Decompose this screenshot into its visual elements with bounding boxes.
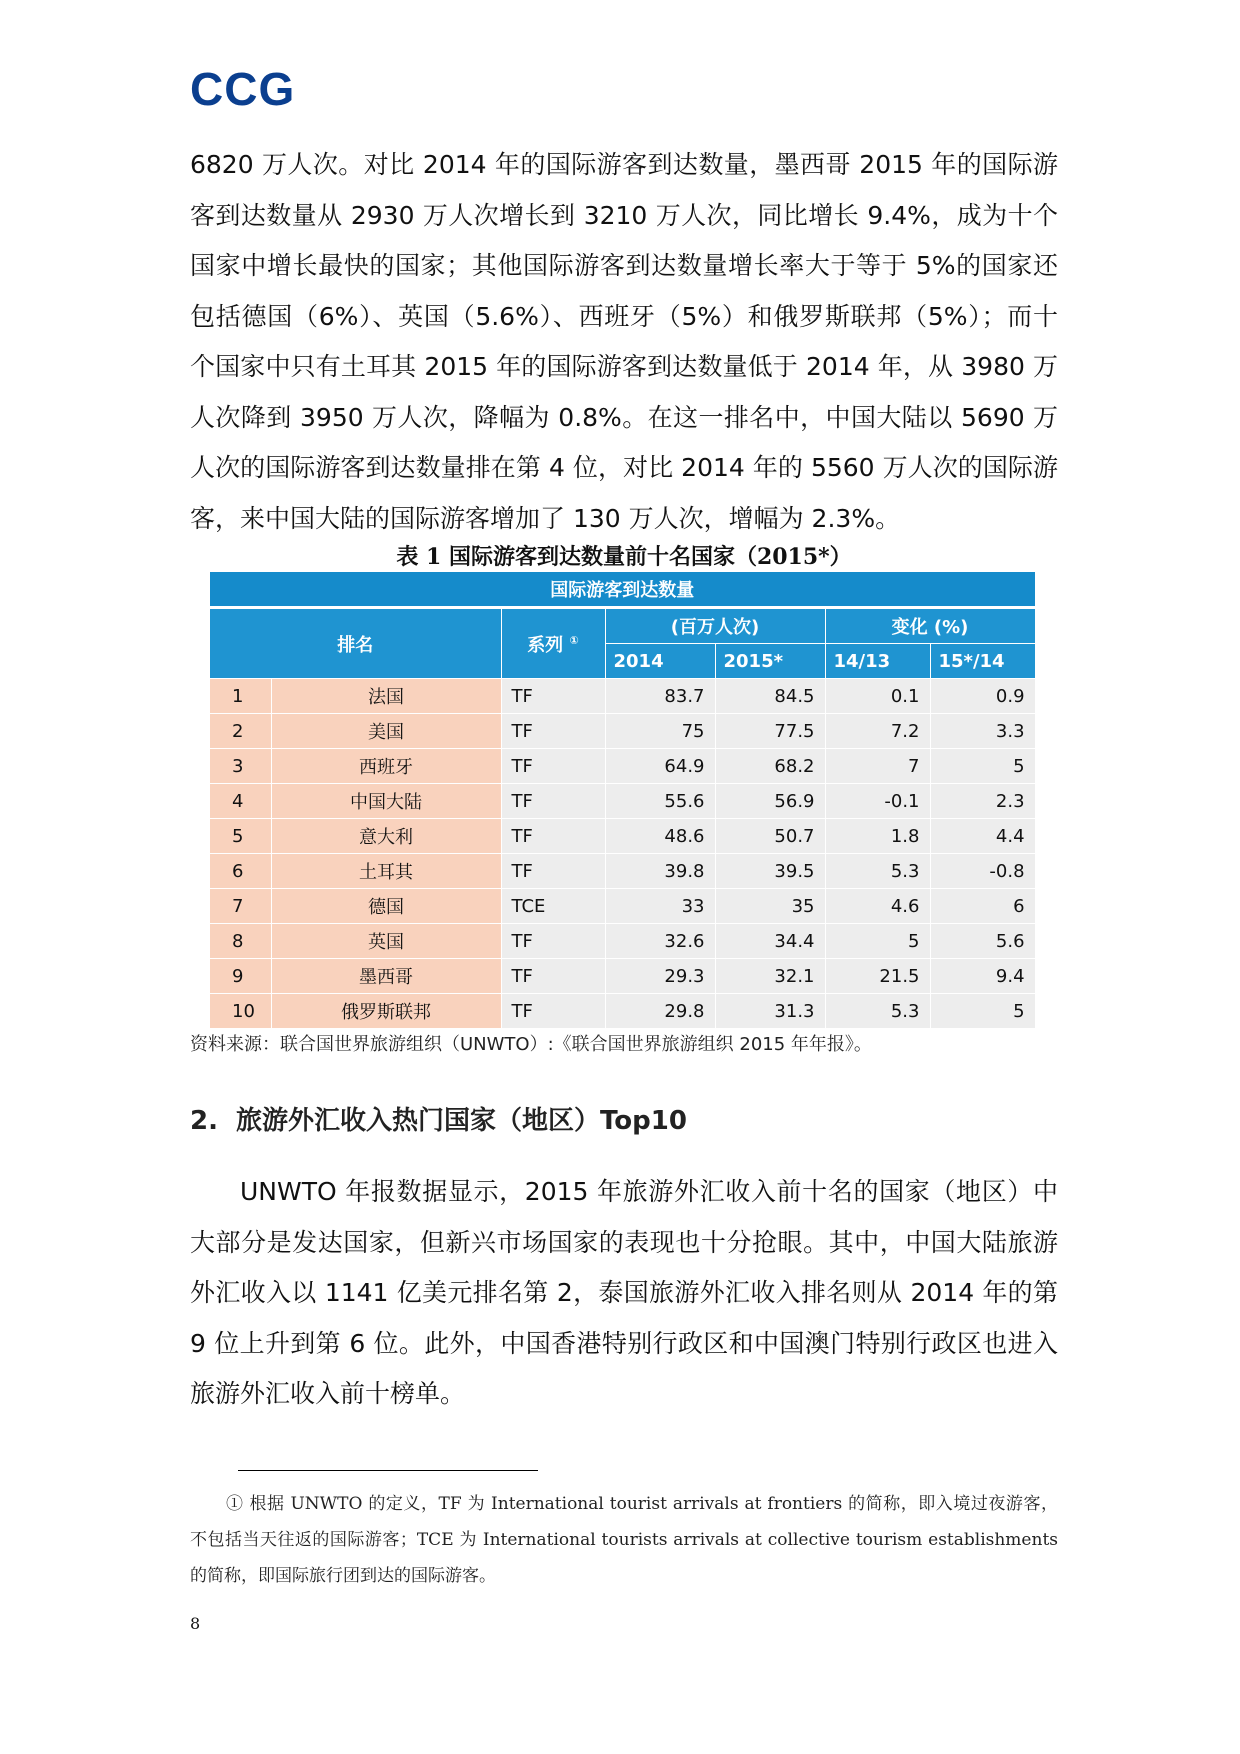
country-cell: 法国 <box>271 679 501 714</box>
change-14-13-cell: 1.8 <box>825 819 930 854</box>
change-15-14-cell: 5 <box>930 749 1035 784</box>
change-14-13-cell: 7 <box>825 749 930 784</box>
country-cell: 英国 <box>271 924 501 959</box>
change-15-14-cell: 2.3 <box>930 784 1035 819</box>
body-paragraph-2: UNWTO 年报数据显示，2015 年旅游外汇收入前十名的国家（地区）中大部分是发达国家，但新兴市场国家的表现也十分抢眼。其中，中国大陆旅游外汇收入以 1141 亿美元排名第 2，泰国旅游外汇收入排名则从 2014 年的第 9 位上升到第 6 位。此外，中国香港特别行政区和中国澳门特别行政区也进入旅游外汇收入前十榜单。 <box>190 1177 1058 1408</box>
country-cell: 俄罗斯联邦 <box>271 994 501 1029</box>
rank-cell: 5 <box>210 819 271 854</box>
rank-cell: 9 <box>210 959 271 994</box>
table-row <box>210 679 1035 714</box>
series-cell: TF <box>501 959 605 994</box>
change-15-14-cell: 4.4 <box>930 819 1035 854</box>
table-row <box>210 959 1035 994</box>
change-14-13-cell: -0.1 <box>825 784 930 819</box>
value-2014-cell: 29.3 <box>605 959 715 994</box>
rank-cell: 4 <box>210 784 271 819</box>
change-14-13-cell: 5.3 <box>825 994 930 1029</box>
rank-cell: 2 <box>210 714 271 749</box>
value-2015-cell: 56.9 <box>715 784 825 819</box>
table-row <box>210 749 1035 784</box>
rank-cell: 6 <box>210 854 271 889</box>
change-14-13-cell: 21.5 <box>825 959 930 994</box>
header-15-14: 15*/14 <box>930 644 1035 679</box>
country-cell: 中国大陆 <box>271 784 501 819</box>
section-title: 旅游外汇收入热门国家（地区）Top10 <box>235 1106 687 1136</box>
value-2014-cell: 32.6 <box>605 924 715 959</box>
change-14-13-cell: 0.1 <box>825 679 930 714</box>
table-band-title: 国际游客到达数量 <box>210 572 1035 608</box>
value-2015-cell: 68.2 <box>715 749 825 784</box>
change-14-13-cell: 5 <box>825 924 930 959</box>
change-14-13-cell: 4.6 <box>825 889 930 924</box>
table-caption: 表 1 国际游客到达数量前十名国家（2015*） <box>396 544 852 570</box>
section-number: 2. <box>190 1106 218 1136</box>
table-row <box>210 889 1035 924</box>
table-source: 资料来源：联合国世界旅游组织（UNWTO）:《联合国世界旅游组织 2015 年年报》。 <box>190 1034 872 1055</box>
value-2015-cell: 77.5 <box>715 714 825 749</box>
table-row <box>210 784 1035 819</box>
table-row <box>210 924 1035 959</box>
header-rank: 排名 <box>210 608 501 679</box>
header-2014: 2014 <box>605 644 715 679</box>
table-row <box>210 994 1035 1029</box>
footnote-marker: ① <box>569 633 579 647</box>
change-14-13-cell: 7.2 <box>825 714 930 749</box>
change-15-14-cell: 9.4 <box>930 959 1035 994</box>
change-14-13-cell: 5.3 <box>825 854 930 889</box>
series-cell: TF <box>501 784 605 819</box>
country-cell: 意大利 <box>271 819 501 854</box>
rank-cell: 10 <box>210 994 271 1029</box>
page-number: 8 <box>190 1614 201 1633</box>
value-2014-cell: 39.8 <box>605 854 715 889</box>
table-row <box>210 819 1035 854</box>
value-2015-cell: 35 <box>715 889 825 924</box>
country-cell: 德国 <box>271 889 501 924</box>
value-2014-cell: 33 <box>605 889 715 924</box>
change-15-14-cell: 0.9 <box>930 679 1035 714</box>
header-series: 系列 ① <box>501 608 605 679</box>
series-cell: TF <box>501 924 605 959</box>
value-2015-cell: 39.5 <box>715 854 825 889</box>
header-count-group: (百万人次) <box>605 608 825 644</box>
header-2015: 2015* <box>715 644 825 679</box>
value-2014-cell: 83.7 <box>605 679 715 714</box>
series-cell: TF <box>501 749 605 784</box>
footnote-divider <box>238 1470 538 1471</box>
country-cell: 土耳其 <box>271 854 501 889</box>
change-15-14-cell: 6 <box>930 889 1035 924</box>
series-cell: TF <box>501 819 605 854</box>
rank-cell: 1 <box>210 679 271 714</box>
change-15-14-cell: -0.8 <box>930 854 1035 889</box>
section-heading <box>190 1100 687 1137</box>
value-2014-cell: 64.9 <box>605 749 715 784</box>
rank-cell: 7 <box>210 889 271 924</box>
table-row <box>210 714 1035 749</box>
series-cell: TF <box>501 714 605 749</box>
change-15-14-cell: 5.6 <box>930 924 1035 959</box>
country-cell: 美国 <box>271 714 501 749</box>
value-2014-cell: 29.8 <box>605 994 715 1029</box>
table-row <box>210 854 1035 889</box>
body-paragraph-1: 6820 万人次。对比 2014 年的国际游客到达数量，墨西哥 2015 年的国际游客到达数量从 2930 万人次增长到 3210 万人次，同比增长 9.4%，成为十个国家中增长最快的国家；其他国际游客到达数量增长率大于等于 5%的国家还包括德国（6%）、英国（5.6%）、西班牙（5%）和俄罗斯联邦（5%）；而十个国家中只有土耳其 2015 年的国际游客到达数量低于 2014 年，从 3980 万人次降到 3950 万人次，降幅为 0.8%。在这一排名中，中国大陆以 5690 万人次的国际游客到达数量排在第 4 位，对比 2014 年的 5560 万人次的国际游客，来中国大陆的国际游客增加了 130 万人次，增幅为 2.3%。 <box>190 150 1058 533</box>
country-cell: 西班牙 <box>271 749 501 784</box>
ccg-logo: CCG <box>190 63 296 115</box>
value-2015-cell: 31.3 <box>715 994 825 1029</box>
value-2014-cell: 55.6 <box>605 784 715 819</box>
change-15-14-cell: 5 <box>930 994 1035 1029</box>
series-cell: TCE <box>501 889 605 924</box>
country-cell: 墨西哥 <box>271 959 501 994</box>
value-2014-cell: 75 <box>605 714 715 749</box>
header-change-group: 变化 (%) <box>825 608 1035 644</box>
value-2015-cell: 32.1 <box>715 959 825 994</box>
arrivals-table <box>210 572 1036 1029</box>
header-14-13: 14/13 <box>825 644 930 679</box>
series-cell: TF <box>501 994 605 1029</box>
footnote: ① 根据 UNWTO 的定义，TF 为 International tourist arrivals at frontiers 的简称，即入境过夜游客，不包括当天往返的国际游客；TCE 为 International tourists arrivals at collective tourism establishments 的简称，即国际旅行团到达的国际游客。 <box>190 1494 1058 1586</box>
series-cell: TF <box>501 679 605 714</box>
rank-cell: 3 <box>210 749 271 784</box>
value-2015-cell: 50.7 <box>715 819 825 854</box>
value-2014-cell: 48.6 <box>605 819 715 854</box>
value-2015-cell: 84.5 <box>715 679 825 714</box>
rank-cell: 8 <box>210 924 271 959</box>
change-15-14-cell: 3.3 <box>930 714 1035 749</box>
series-cell: TF <box>501 854 605 889</box>
value-2015-cell: 34.4 <box>715 924 825 959</box>
